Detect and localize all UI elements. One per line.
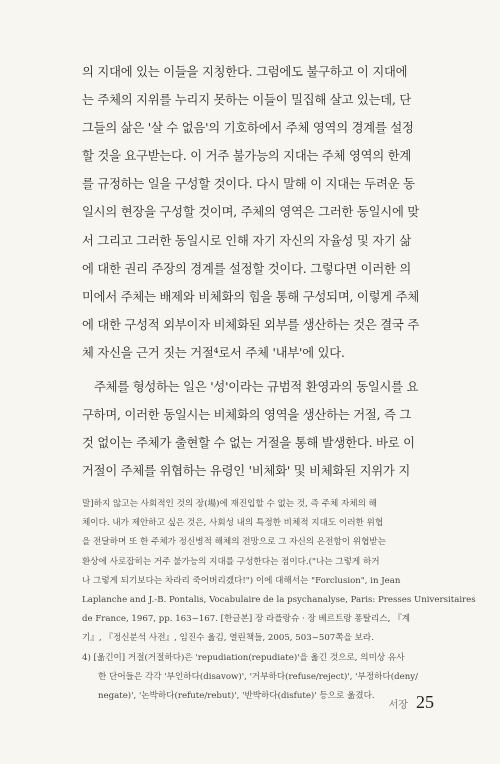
text-line: 는 주체의 지위를 누리지 못하는 이들이 밀집해 살고 있는데, 단 [82,93,412,108]
footnote-line: 나 그렇게 되기보다는 차라리 죽어버리겠다!") 이에 대해서는 "Forclusion", in Jean [82,575,401,586]
text-line: 에 대한 구성적 외부이자 비체화된 외부를 생산하는 것은 결국 주 [82,317,420,332]
text-line: 구하며, 이러한 동일시는 비체화의 영역을 생산하는 거절, 즉 그 [82,408,412,423]
footnotes [82,495,476,706]
footnote-line: 체이다. 내가 제안하고 싶은 것은, 사회성 내의 특정한 비체적 지대도 이러한 위협 [82,518,384,529]
text-line: 일시의 현장을 구성할 것이며, 주체의 영역은 그러한 동일시에 맞 [82,205,420,220]
main-text [82,58,434,485]
footnote-line: 4) [옮긴이] 거절(거절하다)은 'repudiation(repudiate)'을 옮긴 것으로, 의미상 유사 [82,652,405,663]
text-line: 서 그리고 그러한 동일시로 인해 자기 자신의 자율성 및 자기 삶 [82,233,412,248]
footnote-line: 말]하지 않고는 사회적인 것의 장(場)에 재진입할 수 없는 것, 즉 주체 자체의 해 [82,499,377,509]
text-line: 그들의 삶은 '살 수 없음'의 기호하에서 주체 영역의 경계를 설정 [82,121,414,136]
text-line: 거절이 주체를 위협하는 유령인 '비체화' 및 비체화된 지위가 지 [82,464,411,479]
section-title: 서장 [388,700,408,711]
footnote-line: Laplanche and J.-B. Pontalis, Vocabulaire de la psychanalyse, Paris: Presses Universitaires [82,594,476,605]
footnote-line: 한 단어들은 각각 '부인하다(disavow)', '거부하다(refuse/reject)', '부정하다(deny/ [98,671,418,682]
text-line: 주체를 형성하는 일은 '성'이라는 규범적 환영과의 동일시를 요 [94,380,419,395]
text-line: 에 대한 권리 주장의 경계를 설정할 것이다. 그렇다면 이러한 의 [82,261,412,276]
footnote-line: 환상에 사로잡히는 거주 불가능의 지대를 구성한다는 점이다.("나는 그렇게 하거 [82,556,380,567]
footnote-line: negate)', '논박하다(refute/rebut)', '반박하다(disfute)' 등으로 옮겼다. [98,690,375,701]
text-line: 를 규정하는 일을 구성할 것이다. 다시 말해 이 지대는 두려운 동 [82,177,415,192]
footnote-line: 기』, 『정신분석 사전』, 임진수 옮김, 열린책들, 2005, 503~507쪽을 보라. [82,633,374,644]
page-footer [389,692,434,713]
text-line: 미에서 주체는 배제와 비체화의 힘을 통해 구성되며, 이렇게 주체 [82,289,420,304]
footnote-line: 을 전달하며 또 한 주체가 정신병적 해체의 전망으로 그 자신의 온전함이 위협받는 [82,537,387,548]
text-line: 의 지대에 있는 이들을 지칭한다. 그럼에도 불구하고 이 지대에 [82,65,408,79]
footnote-line: de France, 1967, pp. 163~167. [한글본] 장 라플랑슈 · 장 베르트랑 퐁탈리스, 『계 [82,614,410,625]
text-line: 할 것을 요구받는다. 이 거주 불가능의 지대는 주체 영역의 한계 [82,149,412,164]
page-number: 25 [416,692,434,712]
text-line: 체 자신을 근거 짓는 거절⁴로서 주체 '내부'에 있다. [82,345,345,360]
text-line: 것 없이는 주체가 출현할 수 없는 거절을 통해 발생한다. 바로 이 [82,436,415,451]
